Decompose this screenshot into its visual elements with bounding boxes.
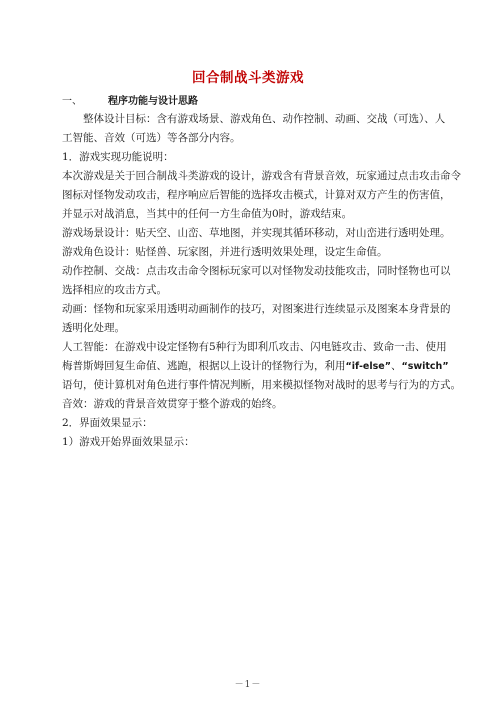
paragraph-line: 游戏场景设计：贴天空、山峦、草地图，并实现其循环移动，对山峦进行透明处理。 [62,227,451,239]
line-text: 梅普斯姆回复生命值、逃跑，根据以上设计的怪物行为，利用 [62,360,346,372]
paragraph-line: 并显示对战消息，当其中的任何一方生命值为0时，游戏结束。 [62,208,353,220]
section-heading [62,95,462,109]
subheading-line: 1．游戏实现功能说明： [62,151,174,163]
keyword-switch: “switch” [401,361,449,372]
document-title: 回合制战斗类游戏 [192,70,304,86]
subheading-line: 2．界面效果显示： [62,417,153,429]
section-title: 程序功能与设计思路 [108,96,198,107]
paragraph-line: 动画：怪物和玩家采用透明动画制作的技巧，对图案进行连续显示及图案本身背景的 [62,303,451,315]
keyword-if-else: “if-else” [345,361,391,372]
paragraph-line: 工智能、音效（可选）等各部分内容。 [62,132,241,144]
paragraph-line: 游戏角色设计：贴怪兽、玩家图，并进行透明效果处理，设定生命值。 [62,246,388,258]
paragraph-line: 本次游戏是关于回合制战斗类游戏的设计，游戏含有背景音效，玩家通过点击攻击命令 [62,170,461,182]
paragraph-line [62,359,462,374]
page-number: －1－ [234,680,262,690]
paragraph-line: 音效：游戏的背景音效贯穿于整个游戏的始终。 [62,398,283,410]
paragraph-line: 图标对怪物发动攻击，程序响应后智能的选择攻击模式，计算对双方产生的伤害值， [62,189,451,201]
paragraph-line: 语句，使计算机对角色进行事件情况判断，用来模拟怪物对战时的思考与行为的方式。 [62,379,461,391]
paragraph-line: 动作控制、交战：点击攻击命令图标玩家可以对怪物发动技能攻击，同时怪物也可以 [62,265,451,277]
paragraph-line: 整体设计目标：含有游戏场景、游戏角色、动作控制、动画、交战（可选）、人 [83,113,446,125]
subheading-line: 1）游戏开始界面效果显示： [62,436,195,448]
keyword-separator: 、 [390,360,402,372]
paragraph-line: 选择相应的攻击方式。 [62,284,167,296]
paragraph-line: 透明化处理。 [62,322,125,334]
section-number: 一、 [62,96,82,107]
paragraph-line: 人工智能：在游戏中设定怪物有5种行为即利爪攻击、闪电链攻击、致命一击、使用 [62,341,447,353]
